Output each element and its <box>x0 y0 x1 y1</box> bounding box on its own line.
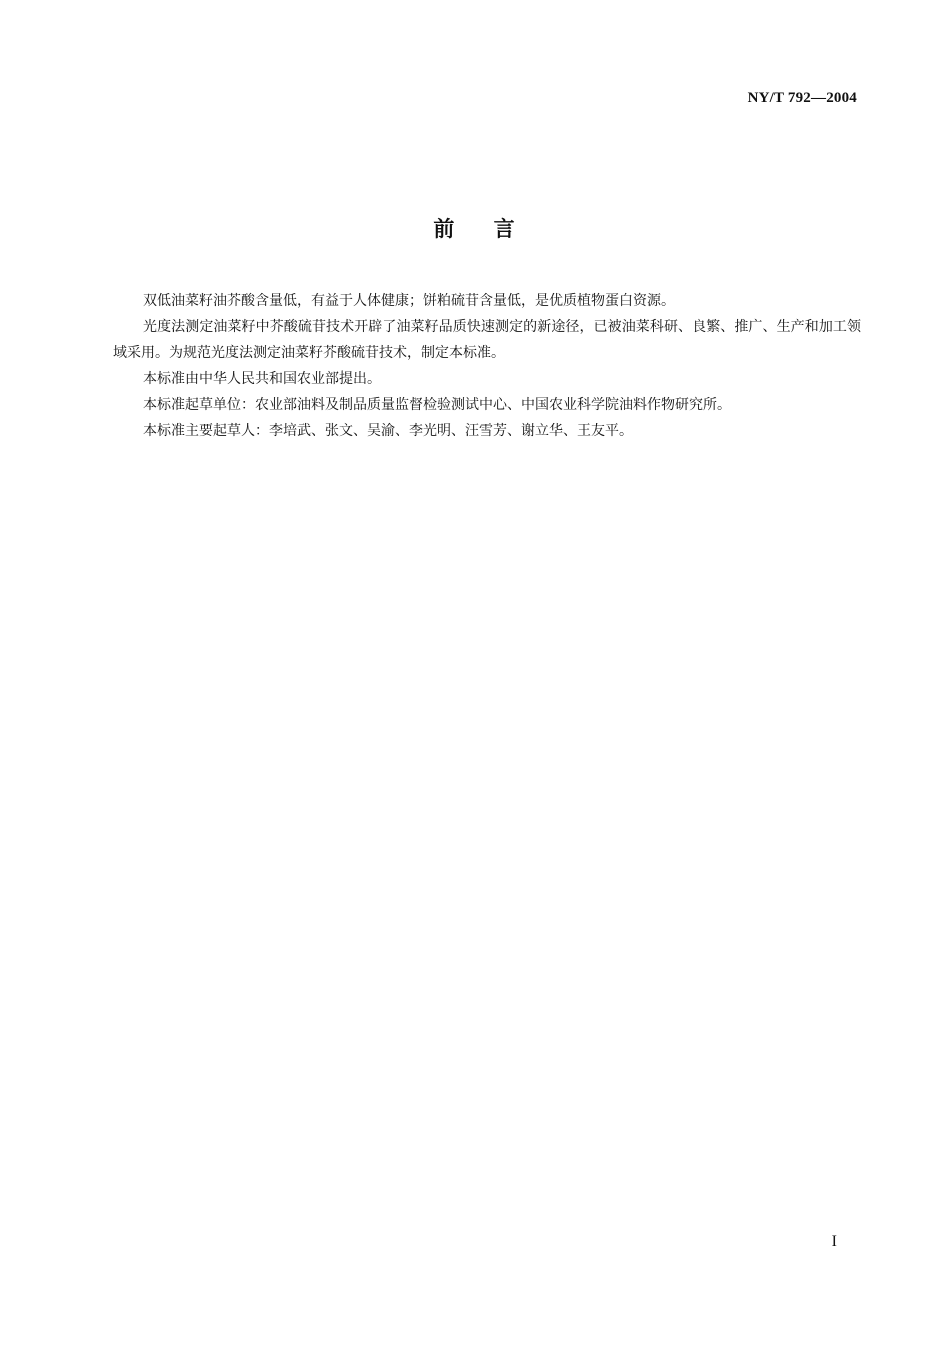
page-number: I <box>831 1233 837 1250</box>
paragraph: 双低油菜籽油芥酸含量低，有益于人体健康；饼粕硫苷含量低，是优质植物蛋白资源。 <box>143 293 675 309</box>
page-title: 前 言 <box>433 217 517 241</box>
paragraph: 光度法测定油菜籽中芥酸硫苷技术开辟了油菜籽品质快速测定的新途径，已被油菜科研、良繁、推广、生产和加工领域采用。为规范光度法测定油菜籽芥酸硫苷技术，制定本标准。 <box>113 319 861 361</box>
paragraph: 本标准主要起草人：李培武、张文、吴渝、李光明、汪雪芳、谢立华、王友平。 <box>143 423 633 439</box>
foreword-body <box>113 288 861 444</box>
standard-number: NY/T 792—2004 <box>747 90 857 106</box>
paragraph: 本标准起草单位：农业部油料及制品质量监督检验测试中心、中国农业科学院油料作物研究所。 <box>143 397 731 413</box>
paragraph: 本标准由中华人民共和国农业部提出。 <box>143 371 381 387</box>
